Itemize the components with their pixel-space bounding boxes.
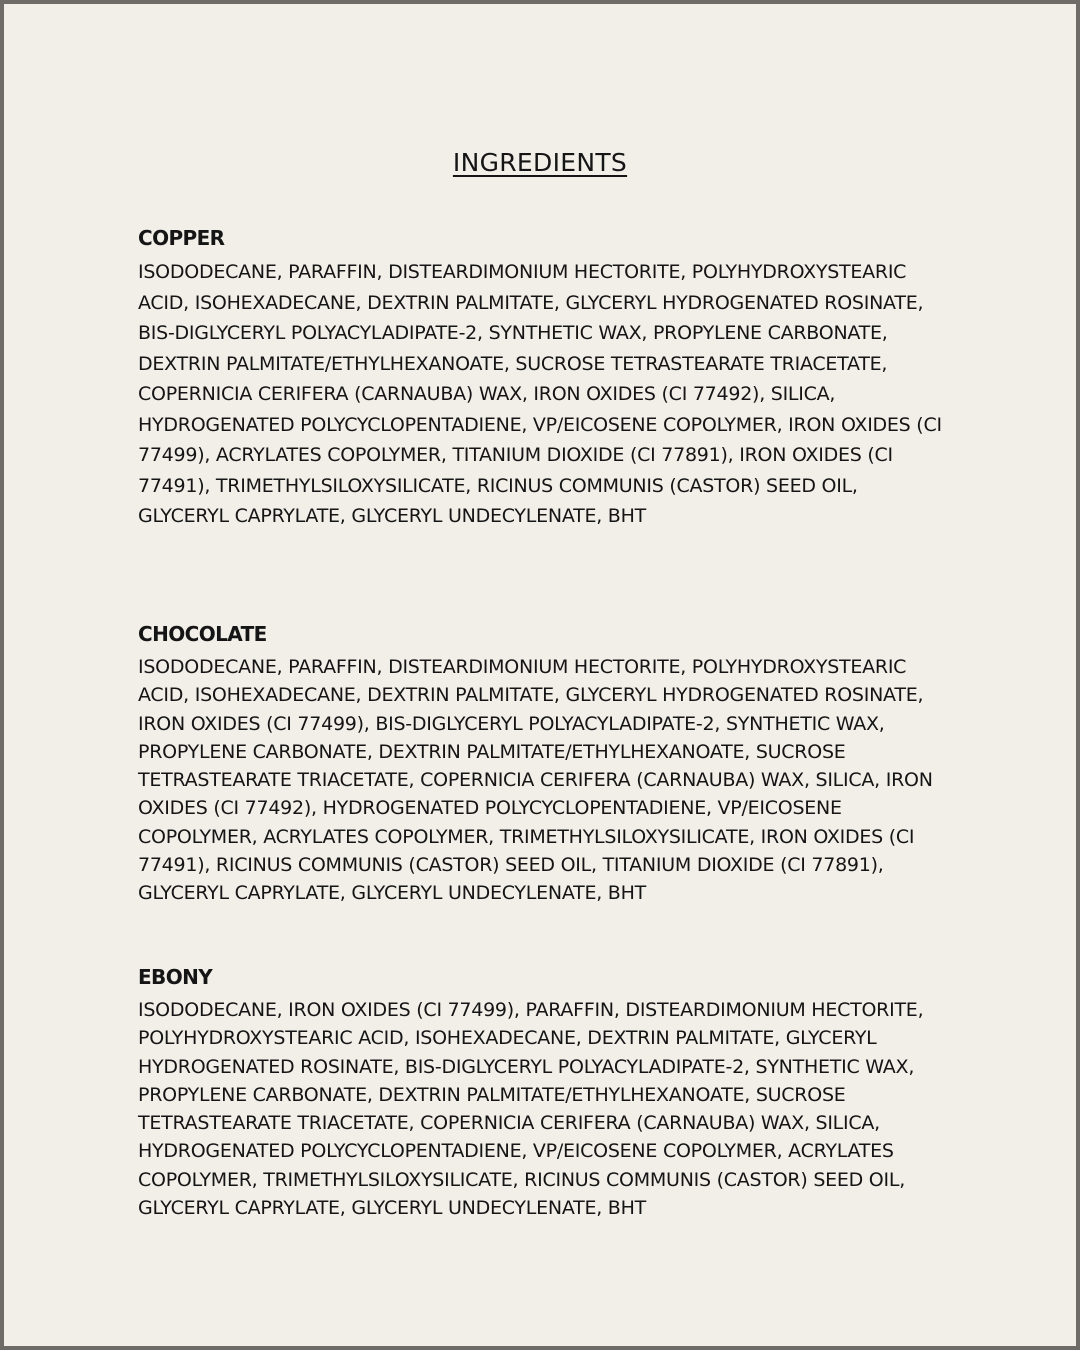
section-ebony — [138, 965, 944, 1222]
section-heading: EBONY — [138, 965, 213, 989]
ingredient-list: ISODODECANE, IRON OXIDES (CI 77499), PARAFFIN, DISTEARDIMONIUM HECTORITE, POLYHYDROXYSTEARIC ACID, ISOHEXADECANE, DEXTRIN PALMITATE, GLYCERYL HYDROGENATED ROSINATE, BIS-DIGLYCERYL POLYACYLADIPATE-2, SYNTHETIC WAX, PROPYLENE CARBONATE, DEXTRIN PALMITATE/ETHYLHEXANOATE, SUCROSE TETRASTEARATE TRIACETATE, COPERNICIA CERIFERA (CARNAUBA) WAX, SILICA, HYDROGENATED POLYCYCLOPENTADIENE, VP/EICOSENE COPOLYMER, ACRYLATES COPOLYMER, TRIMETHYLSILOXYSILICATE, RICINUS COMMUNIS (CASTOR) SEED OIL, GLYCERYL CAPRYLATE, GLYCERYL UNDECYLENATE, BHT — [138, 999, 924, 1220]
section-chocolate — [138, 622, 944, 908]
ingredient-list: ISODODECANE, PARAFFIN, DISTEARDIMONIUM HECTORITE, POLYHYDROXYSTEARIC ACID, ISOHEXADECANE, DEXTRIN PALMITATE, GLYCERYL HYDROGENATED ROSINATE, IRON OXIDES (CI 77499), BIS-DIGLYCERYL POLYACYLADIPATE-2, SYNTHETIC WAX, PROPYLENE CARBONATE, DEXTRIN PALMITATE/ETHYLHEXANOATE, SUCROSE TETRASTEARATE TRIACETATE, COPERNICIA CERIFERA (CARNAUBA) WAX, SILICA, IRON OXIDES (CI 77492), HYDROGENATED POLYCYCLOPENTADIENE, VP/EICOSENE COPOLYMER, ACRYLATES COPOLYMER, TRIMETHYLSILOXYSILICATE, IRON OXIDES (CI 77491), RICINUS COMMUNIS (CASTOR) SEED OIL, TITANIUM DIOXIDE (CI 77891), GLYCERYL CAPRYLATE, GLYCERYL UNDECYLENATE, BHT — [138, 656, 933, 905]
section-copper — [138, 226, 944, 532]
section-heading: COPPER — [138, 226, 225, 250]
section-heading: CHOCOLATE — [138, 622, 267, 646]
page-title: INGREDIENTS — [452, 148, 628, 177]
ingredient-list: ISODODECANE, PARAFFIN, DISTEARDIMONIUM HECTORITE, POLYHYDROXYSTEARIC ACID, ISOHEXADECANE, DEXTRIN PALMITATE, GLYCERYL HYDROGENATED ROSINATE, BIS-DIGLYCERYL POLYACYLADIPATE-2, SYNTHETIC WAX, PROPYLENE CARBONATE, DEXTRIN PALMITATE/ETHYLHEXANOATE, SUCROSE TETRASTEARATE TRIACETATE, COPERNICIA CERIFERA (CARNAUBA) WAX, IRON OXIDES (CI 77492), SILICA, HYDROGENATED POLYCYCLOPENTADIENE, VP/EICOSENE COPOLYMER, IRON OXIDES (CI 77499), ACRYLATES COPOLYMER, TITANIUM DIOXIDE (CI 77891), IRON OXIDES (CI 77491), TRIMETHYLSILOXYSILICATE, RICINUS COMMUNIS (CASTOR) SEED OIL, GLYCERYL CAPRYLATE, GLYCERYL UNDECYLENATE, BHT — [138, 261, 942, 527]
